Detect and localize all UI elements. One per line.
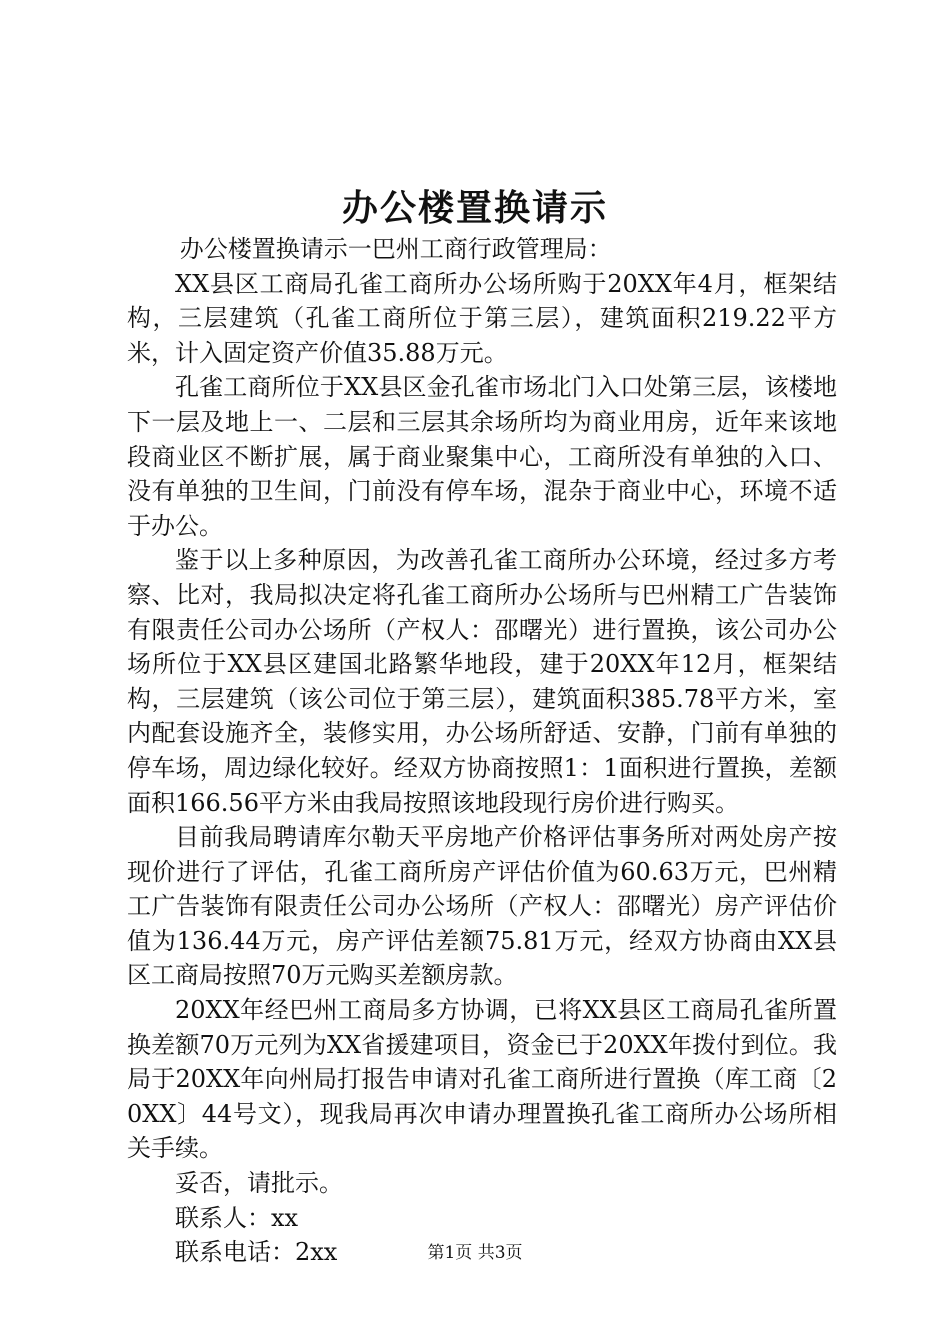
document-title: 办公楼置换请示: [341, 187, 608, 229]
body-paragraph: 鉴于以上多种原因，为改善孔雀工商所办公环境，经过多方考察、比对，我局拟决定将孔雀工商所办公场所与巴州精工广告装饰有限责任公司办公场所（产权人：邵曙光）进行置换，该公司办公场所位于XX县区建国北路繁华地段，建于20XX年12月，框架结构，三层建筑（该公司位于第三层），建筑面积385.78平方米，室内配套设施齐全，装修实用，办公场所舒适、安静，门前有单独的停车场，周边绿化较好。经双方协商按照1：1面积进行置换，差额面积166.56平方米由我局按照该地段现行房价进行购买。: [127, 546, 837, 817]
body-paragraph: 20XX年经巴州工商局多方协调，已将XX县区工商局孔雀所置换差额70万元列为XX省援建项目，资金已于20XX年拨付到位。我局于20XX年向州局打报告申请对孔雀工商所进行置换（库工商〔20XX〕44号文），现我局再次申请办理置换孔雀工商所办公场所相关手续。: [127, 996, 837, 1163]
contact-person: 联系人：xx: [175, 1203, 299, 1232]
body-paragraph: XX县区工商局孔雀工商所办公场所购于20XX年4月，框架结构，三层建筑（孔雀工商所位于第三层），建筑面积219.22平方米，计入固定资产价值35.88万元。: [127, 269, 837, 367]
body-paragraph: 目前我局聘请库尔勒天平房地产价格评估事务所对两处房产按现价进行了评估，孔雀工商所房产评估价值为60.63万元，巴州精工广告装饰有限责任公司办公场所（产权人：邵曙光）房产评估价值为136.44万元，房产评估差额75.81万元，经双方协商由XX县区工商局按照70万元购买差额房款。: [127, 823, 837, 990]
page-number-footer: 第1页 共3页: [427, 1243, 523, 1263]
closing-request: 妥否，请批示。: [175, 1169, 343, 1198]
document-body: [127, 232, 837, 1270]
contact-phone: 联系电话：2xx: [175, 1238, 338, 1267]
salutation-paragraph: 办公楼置换请示一巴州工商行政管理局：: [179, 235, 612, 263]
body-paragraph: 孔雀工商所位于XX县区金孔雀市场北门入口处第三层，该楼地下一层及地上一、二层和三层其余场所均为商业用房，近年来该地段商业区不断扩展，属于商业聚集中心，工商所没有单独的入口、没有单独的卫生间，门前没有停车场，混杂于商业中心，环境不适于办公。: [127, 373, 837, 540]
